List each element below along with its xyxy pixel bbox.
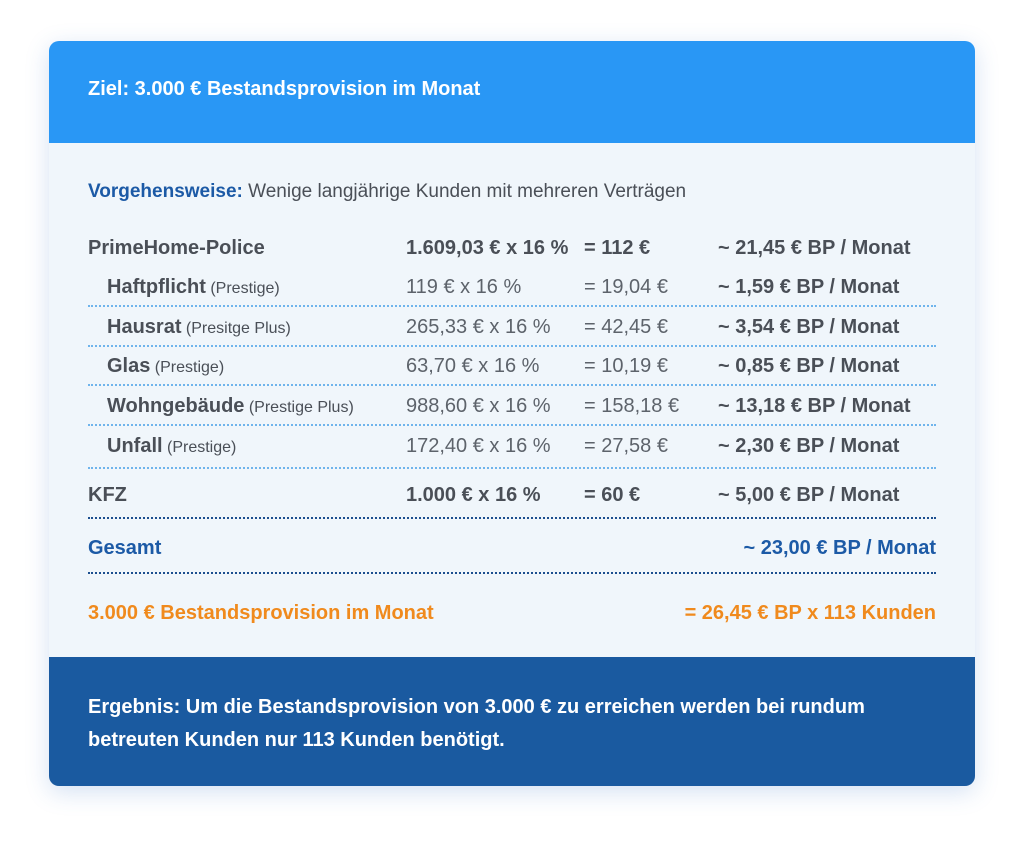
table-row — [88, 385, 936, 425]
total-bp: ~ 23,00 € BP / Monat — [743, 537, 936, 559]
row-bp: ~ 21,45 € BP / Monat — [718, 237, 911, 259]
row-divider — [88, 572, 936, 574]
approach-text: Wenige langjährige Kunden mit mehreren Verträgen — [242, 181, 687, 202]
table-row — [88, 345, 936, 385]
row-tier: (Prestige) — [162, 439, 237, 456]
row-result: = 112 € — [584, 237, 651, 259]
row-result: = 42,45 € — [584, 316, 668, 338]
row-name-text: Wohngebäude — [107, 395, 245, 417]
row-result: = 10,19 € — [584, 355, 668, 377]
approach-label: Vorgehensweise: — [88, 181, 243, 202]
table-row — [88, 266, 936, 306]
row-name-text: Glas — [107, 355, 151, 377]
row-calc: 988,60 € x 16 % — [406, 395, 551, 417]
row-calc: 1.000 € x 16 % — [406, 484, 541, 506]
row-result: = 158,18 € — [584, 395, 680, 417]
total-row — [88, 527, 936, 567]
goal-right: = 26,45 € BP x 113 Kunden — [684, 602, 936, 624]
row-result: = 27,58 € — [584, 435, 668, 457]
row-tier: (Prestige) — [150, 359, 225, 376]
row-tier: (Presitge Plus) — [181, 320, 291, 337]
row-name — [107, 435, 236, 458]
result-text: Ergebnis: Um die Bestandsprovision von 3.000 € zu erreichen werden bei rundum betreuten Kunden nur 113 Kunden benötigt. — [88, 696, 865, 751]
row-name: PrimeHome-Police — [88, 237, 265, 259]
goal-row — [88, 602, 936, 625]
row-name — [107, 355, 224, 378]
row-name: KFZ — [88, 484, 127, 506]
result-footer — [49, 657, 975, 786]
row-calc: 265,33 € x 16 % — [406, 316, 551, 338]
row-tier: (Prestige Plus) — [244, 399, 354, 416]
table-row — [88, 306, 936, 346]
row-name — [107, 395, 354, 418]
table-row — [88, 425, 936, 465]
row-name-text: Unfall — [107, 435, 163, 457]
row-bp: ~ 2,30 € BP / Monat — [718, 435, 900, 457]
row-result: = 19,04 € — [584, 276, 668, 298]
row-bp: ~ 3,54 € BP / Monat — [718, 316, 900, 338]
row-bp: ~ 5,00 € BP / Monat — [718, 484, 900, 506]
row-divider — [88, 467, 936, 469]
row-name — [107, 276, 280, 299]
row-calc: 1.609,03 € x 16 % — [406, 237, 569, 259]
card-title: Ziel: 3.000 € Bestandsprovision im Monat — [88, 78, 481, 100]
row-result: = 60 € — [584, 484, 641, 506]
goal-left: 3.000 € Bestandsprovision im Monat — [88, 602, 434, 624]
total-label: Gesamt — [88, 537, 162, 559]
row-name-text: Hausrat — [107, 316, 182, 338]
card-header — [49, 41, 975, 143]
row-divider — [88, 517, 936, 519]
approach-line — [88, 181, 686, 203]
row-bp: ~ 1,59 € BP / Monat — [718, 276, 900, 298]
row-calc: 172,40 € x 16 % — [406, 435, 551, 457]
row-name-text: Haftpflicht — [107, 276, 206, 298]
row-bp: ~ 0,85 € BP / Monat — [718, 355, 900, 377]
row-name — [107, 316, 291, 339]
card-body — [49, 143, 975, 657]
row-bp: ~ 13,18 € BP / Monat — [718, 395, 911, 417]
row-calc: 63,70 € x 16 % — [406, 355, 540, 377]
row-calc: 119 € x 16 % — [406, 276, 522, 298]
provision-card — [49, 41, 975, 786]
row-tier: (Prestige) — [205, 280, 280, 297]
table-row — [88, 474, 936, 514]
table-row — [88, 227, 936, 267]
